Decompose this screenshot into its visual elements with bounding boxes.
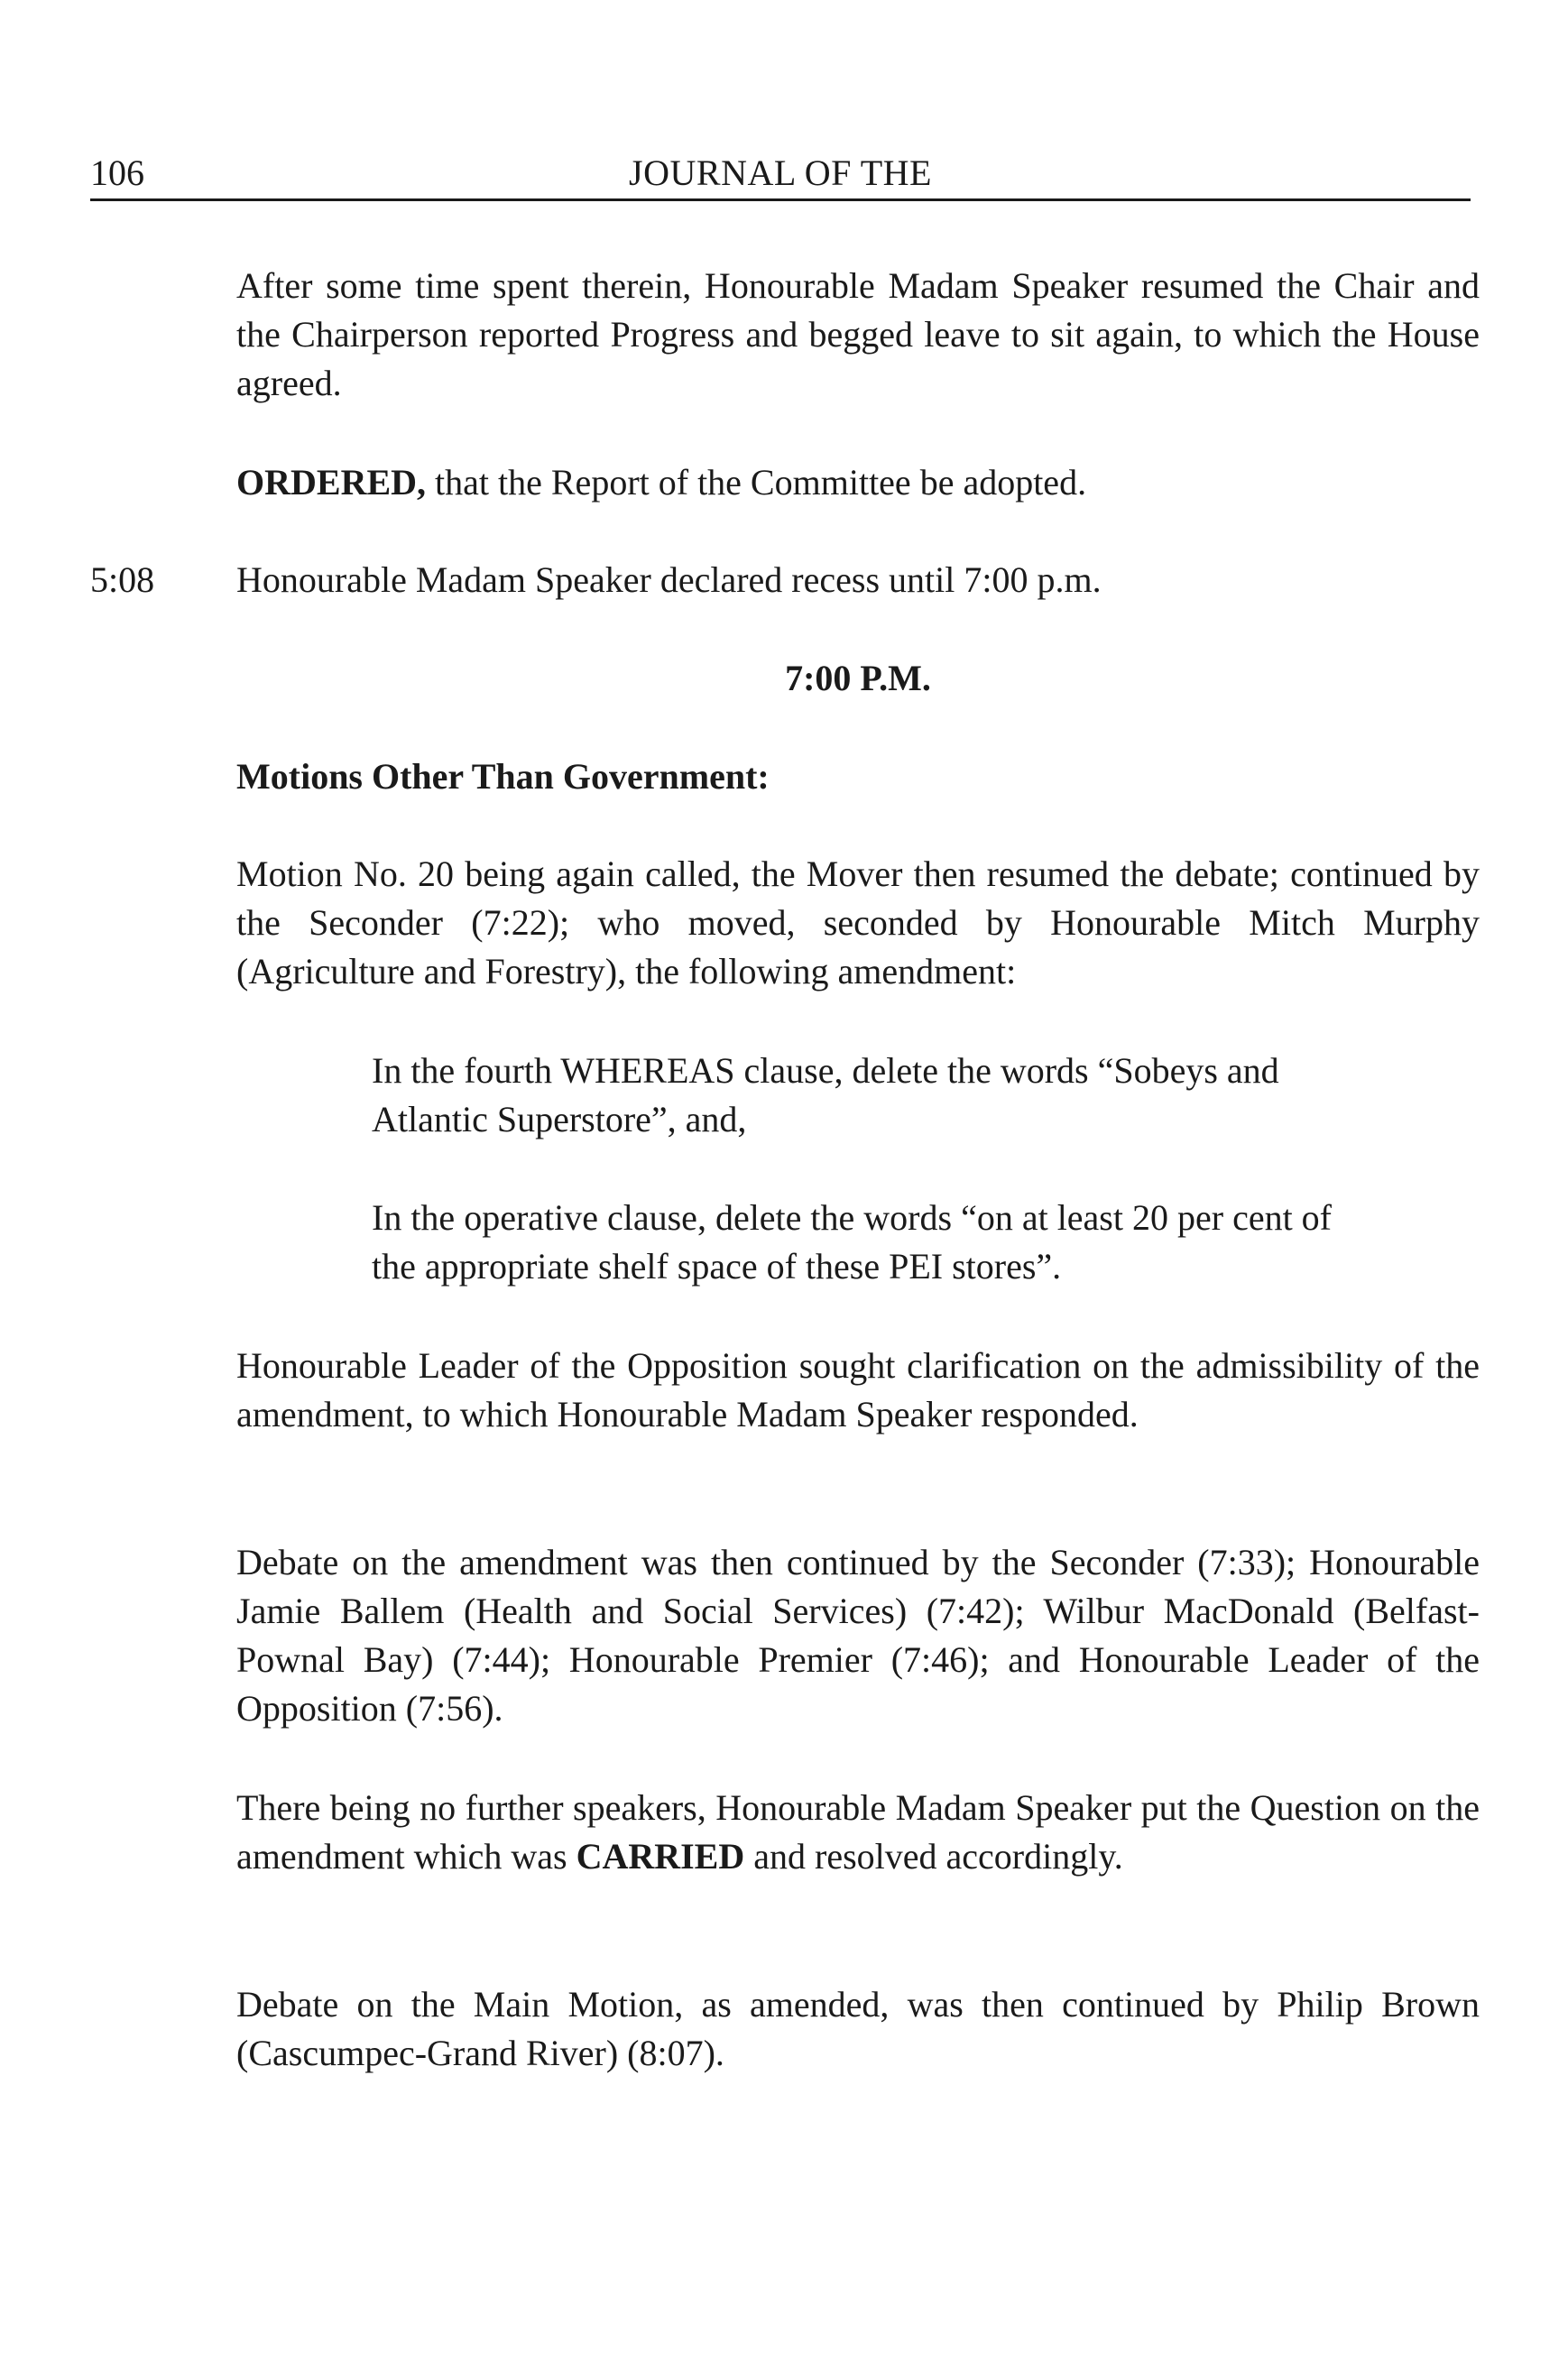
question-text: There being no further speakers, Honourable Madam Speaker put the Question on the amendment which was [236, 1787, 1480, 1877]
paragraph-question-carried [236, 1784, 1480, 1881]
ordered-text: that the Report of the Committee be adopted. [426, 462, 1087, 503]
paragraph-debate-amendment: Debate on the amendment was then continued by the Seconder (7:33); Honourable Jamie Ballem (Health and Social Services) (7:42); Wilbur MacDonald (Belfast-Pownal Bay) (7:44); Honourable Premier (7:46); and Honourable Leader of the Opposition (7:56). [236, 1542, 1480, 1729]
paragraph-clarification: Honourable Leader of the Opposition sought clarification on the admissibility of the amendment, to which Honourable Madam Speaker responded. [236, 1345, 1480, 1434]
page-header [90, 153, 1471, 201]
section-heading: Motions Other Than Government: [236, 756, 770, 797]
margin-time: 5:08 [90, 559, 155, 600]
running-head: JOURNAL OF THE [629, 152, 932, 193]
page-number: 106 [90, 152, 144, 193]
paragraph-ordered [236, 458, 1480, 507]
time-heading: 7:00 P.M. [785, 658, 931, 698]
carried-label: CARRIED [576, 1836, 745, 1877]
paragraph-motion-20: Motion No. 20 being again called, the Mover then resumed the debate; continued by the Seconder (7:22); who moved, seconded by Honourable Mitch Murphy (Agriculture and Forestry), the following amendment: [236, 853, 1480, 992]
paragraph-committee-progress: After some time spent therein, Honourable Madam Speaker resumed the Chair and the Chairperson reported Progress and begged leave to sit again, to which the House agreed. [236, 265, 1480, 403]
amendment-clause-2: In the operative clause, delete the words “on at least 20 per cent of the appropriate shelf space of these PEI stores”. [372, 1197, 1333, 1287]
amendment-clause-1: In the fourth WHEREAS clause, delete the words “Sobeys and Atlantic Superstore”, and, [372, 1050, 1279, 1139]
question-text-end: and resolved accordingly. [744, 1836, 1123, 1877]
paragraph-recess: Honourable Madam Speaker declared recess until 7:00 p.m. [236, 559, 1102, 600]
ordered-label: ORDERED, [236, 462, 427, 503]
paragraph-main-motion: Debate on the Main Motion, as amended, was then continued by Philip Brown (Cascumpec-Grand River) (8:07). [236, 1984, 1480, 2073]
